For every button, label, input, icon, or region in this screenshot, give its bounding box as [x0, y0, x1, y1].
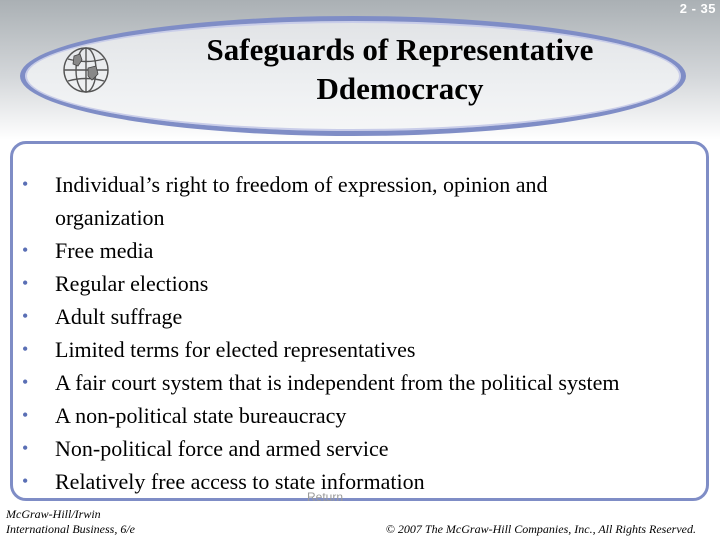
bullet-list — [22, 168, 702, 498]
footer-publisher — [6, 507, 135, 537]
title-line-1: Safeguards of Representative — [206, 32, 594, 67]
bullet-text: Limited terms for elected representatives — [55, 337, 416, 362]
bullet-text: Relatively free access to state information — [55, 469, 425, 494]
bullet-item — [22, 267, 702, 300]
bullet-icon: • — [22, 240, 29, 260]
bullet-text: Adult suffrage — [55, 304, 183, 329]
bullet-icon: • — [22, 471, 29, 491]
bullet-item — [22, 465, 702, 498]
slide-number: 2 - 35 — [679, 1, 716, 16]
footer-copyright: © 2007 The McGraw-Hill Companies, Inc., All Rights Reserved. — [385, 522, 696, 536]
bullet-text: Non-political force and armed service — [55, 436, 389, 461]
bullet-text: Free media — [55, 238, 154, 263]
bullet-icon: • — [22, 339, 29, 359]
bullet-item — [22, 432, 702, 465]
bullet-item — [22, 300, 702, 333]
bullet-item — [22, 399, 702, 432]
bullet-icon: • — [22, 405, 29, 425]
bullet-icon: • — [22, 438, 29, 458]
bullet-icon: • — [22, 372, 29, 392]
footer-publisher-line-2: International Business, 6/e — [6, 522, 135, 536]
globe-icon — [58, 42, 114, 98]
bullet-icon: • — [22, 174, 29, 194]
bullet-icon: • — [22, 273, 29, 293]
return-link[interactable]: Return — [307, 490, 344, 504]
bullet-text-cont: organization — [55, 205, 165, 230]
title-line-2: Ddemocracy — [316, 71, 484, 106]
bullet-text: A non-political state bureaucracy — [55, 403, 347, 428]
bullet-text: A fair court system that is independent from the political system — [55, 370, 620, 395]
bullet-item — [22, 366, 702, 399]
footer-publisher-line-1: McGraw-Hill/Irwin — [6, 507, 101, 521]
slide-title — [150, 30, 650, 108]
bullet-text: Regular elections — [55, 271, 209, 296]
bullet-item — [22, 234, 702, 267]
bullet-icon: • — [22, 306, 29, 326]
bullet-text: Individual’s right to freedom of expression, opinion and — [55, 172, 548, 197]
bullet-item — [22, 333, 702, 366]
bullet-item — [22, 168, 702, 234]
